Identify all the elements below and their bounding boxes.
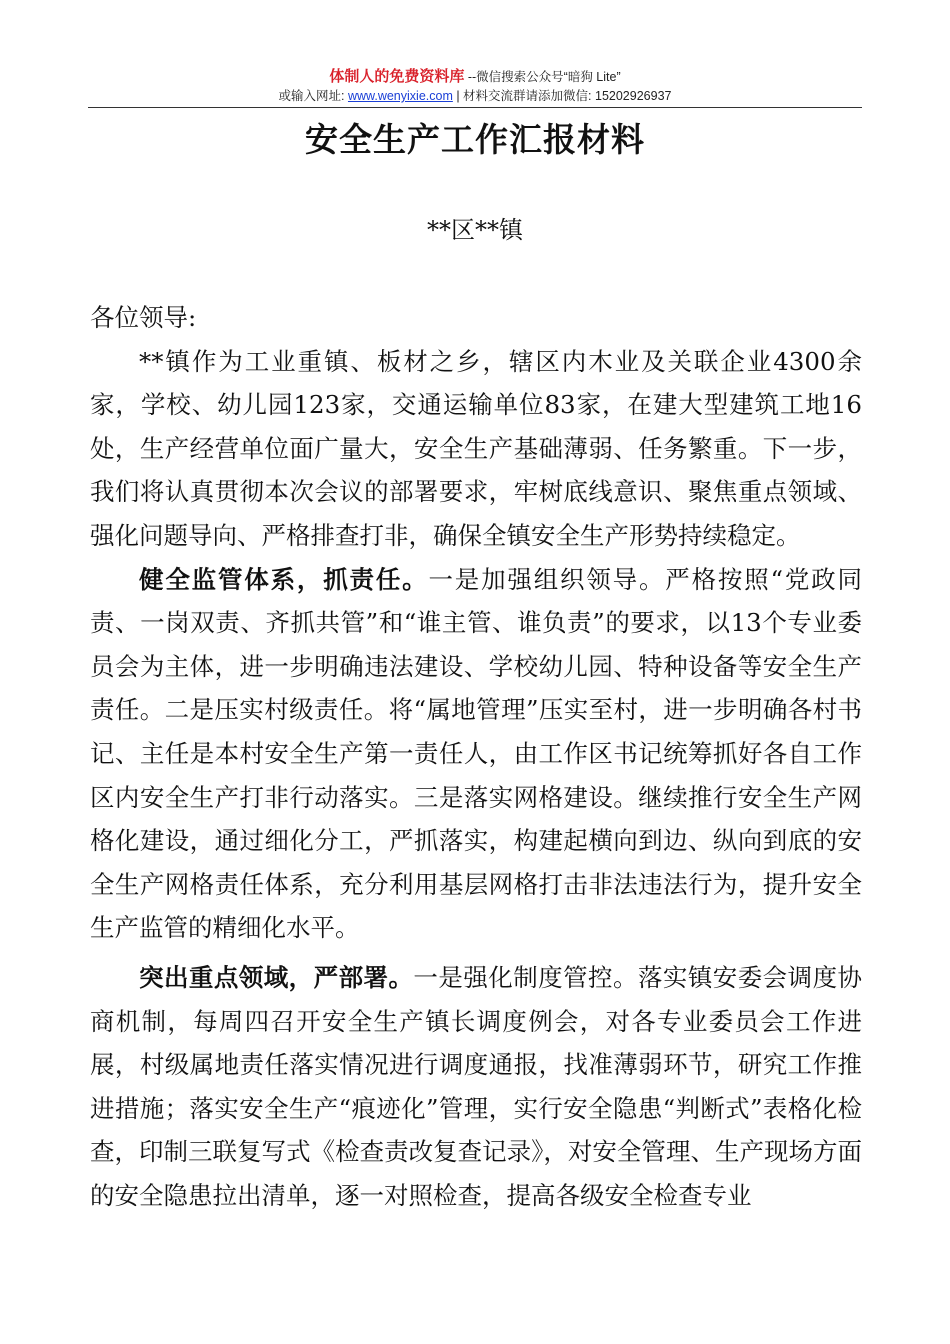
document-body <box>90 296 862 1217</box>
section-2-lead: 突出重点领域，严部署。 <box>139 962 414 992</box>
document-author: **区**镇 <box>427 216 523 244</box>
section-2-paragraph <box>90 956 862 1218</box>
header-url-prefix: 或输入网址: <box>278 89 348 103</box>
header-line-2 <box>88 87 862 105</box>
header-url-suffix: | 材料交流群请添加微信: 15202926937 <box>452 89 672 103</box>
header-tagline: --微信搜索公众号“暗狗 Lite” <box>464 70 621 84</box>
salutation: 各位领导: <box>90 303 197 332</box>
header-brand: 体制人的免费资料库 <box>329 68 465 85</box>
document-title: 安全生产工作汇报材料 <box>305 120 645 159</box>
header-divider <box>88 107 862 108</box>
section-1-body: 一是加强组织领导。严格按照“党政同责、一岗双责、齐抓共管”和“谁主管、谁负责”的要求，以13个专业委员会为主体，进一步明确违法建设、学校幼儿园、特种设备等安全生产责任。二是压实村级责任。将“属地管理”压实至村，进一步明确各村书记、主任是本村安全生产第一责任人，由工作区书记统筹抓好各自工作区内安全生产打非行动落实。三是落实网格建设。继续推行安全生产网格化建设，通过细化分工，严抓落实，构建起横向到边、纵向到底的安全生产网格责任体系，充分利用基层网格打击非法违法行为，提升安全生产监管的精细化水平。 <box>90 564 862 943</box>
section-1-paragraph <box>90 558 862 950</box>
intro-paragraph: **镇作为工业重镇、板材之乡，辖区内木业及关联企业4300余家，学校、幼儿园123家，交通运输单位83家，在建大型建筑工地16处，生产经营单位面广量大，安全生产基础薄弱、任务繁重。下一步，我们将认真贯彻本次会议的部署要求，牢树底线意识、聚焦重点领域、强化问题导向、严格排查打非，确保全镇安全生产形势持续稳定。 <box>90 346 862 550</box>
section-1-lead: 健全监管体系，抓责任。 <box>139 564 429 594</box>
section-2-body: 一是强化制度管控。落实镇安委会调度协商机制，每周四召开安全生产镇长调度例会，对各专业委员会工作进展，村级属地责任落实情况进行调度通报，找准薄弱环节，研究工作推进措施；落实安全生产“痕迹化”管理，实行安全隐患“判断式”表格化检查，印制三联复写式《检查责改复查记录》，对安全管理、生产现场方面的安全隐患拉出清单，逐一对照检查，提高各级安全检查专业 <box>90 962 863 1210</box>
page-header <box>88 66 862 105</box>
header-website-link[interactable]: www.wenyixie.com <box>347 89 453 103</box>
header-line-1 <box>88 66 862 87</box>
